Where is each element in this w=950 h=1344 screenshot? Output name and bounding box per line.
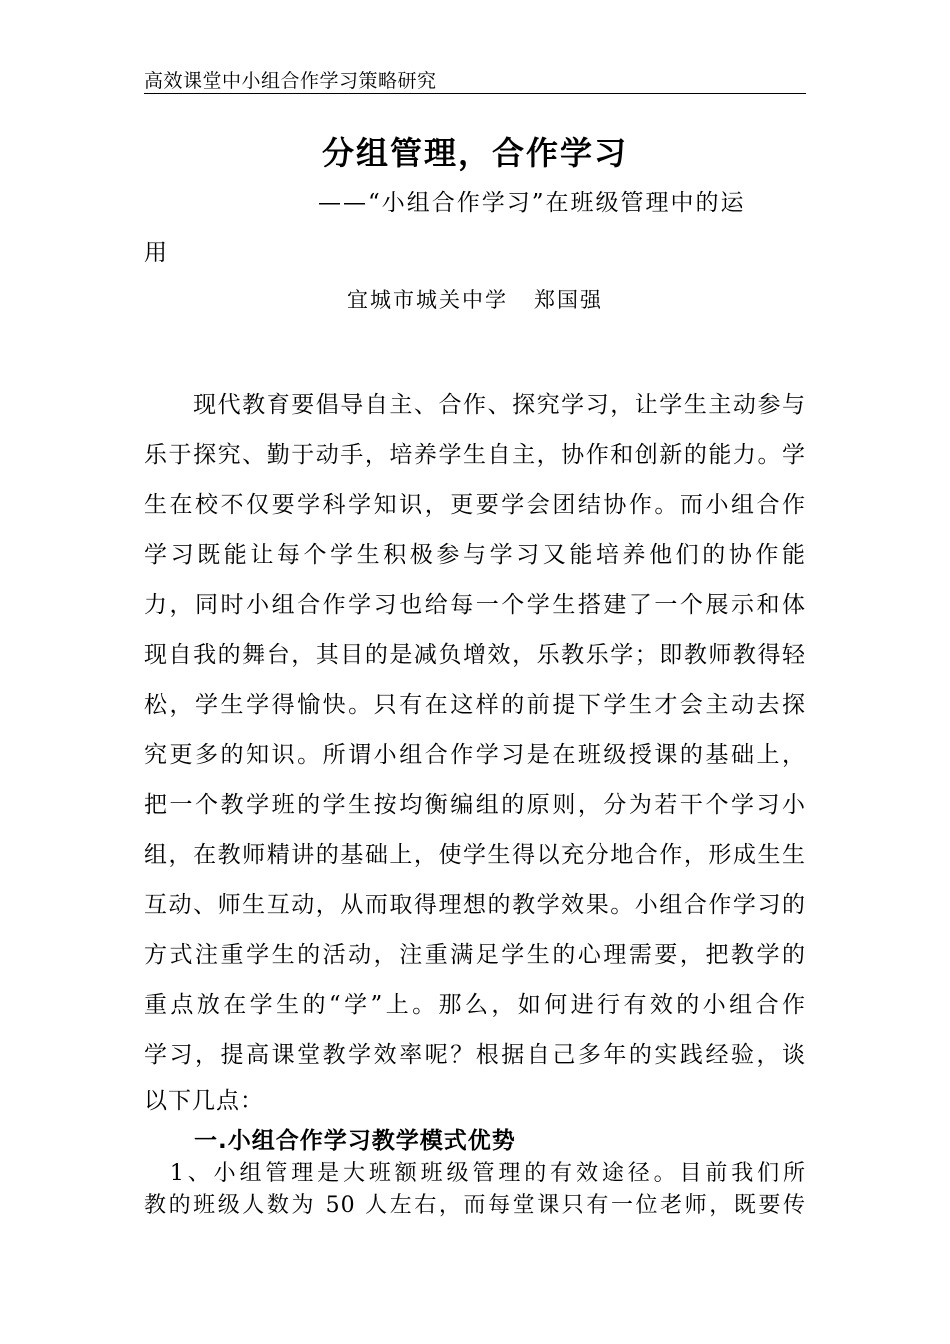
paragraph-line: 现代教育要倡导自主、合作、探究学习，让学生主动参与 [144,392,806,418]
paragraph-line: 重点放在学生的“学”上。那么，如何进行有效的小组合作 [144,992,806,1018]
paragraph-line: 以下几点： [144,1088,264,1114]
article-author: 宜城市城关中学 郑国强 [346,288,604,312]
paragraph-line: 现自我的舞台，其目的是减负增效，乐教乐学；即教师教得轻 [144,642,806,668]
paragraph-line: 乐于探究、勤于动手，培养学生自主，协作和创新的能力。学 [144,442,806,468]
paragraph-line: 生在校不仅要学科学知识，更要学会团结协作。而小组合作 [144,492,806,518]
running-header-title: 高效课堂中小组合作学习策略研究 [144,70,437,92]
article-subtitle-line-1: ——“小组合作学习”在班级管理中的运 [318,190,746,216]
paragraph-line: 究更多的知识。所谓小组合作学习是在班级授课的基础上， [144,742,806,768]
section-paragraph-line: 教的班级人数为 50 人左右，而每堂课只有一位老师，既要传 [144,1193,806,1218]
article-subtitle-line-2: 用 [144,240,167,266]
paragraph-line: 力，同时小组合作学习也给每一个学生搭建了一个展示和体 [144,592,806,618]
paragraph-line: 组，在教师精讲的基础上，使学生得以充分地合作，形成生生 [144,842,806,868]
running-header [144,64,806,94]
paragraph-line: 方式注重学生的活动，注重满足学生的心理需要，把教学的 [144,942,806,968]
section-paragraph-line: 1、小组管理是大班额班级管理的有效途径。目前我们所 [144,1161,806,1186]
section-heading: 一.小组合作学习教学模式优势 [194,1128,516,1154]
paragraph-line: 松，学生学得愉快。只有在这样的前提下学生才会主动去探 [144,692,806,718]
paragraph-line: 学习既能让每个学生积极参与学习又能培养他们的协作能 [144,542,806,568]
paragraph-line: 把一个教学班的学生按均衡编组的原则，分为若干个学习小 [144,792,806,818]
paragraph-line: 学习，提高课堂教学效率呢？根据自己多年的实践经验，谈 [144,1042,806,1068]
paragraph-line: 互动、师生互动，从而取得理想的教学效果。小组合作学习的 [144,892,806,918]
article-title: 分组管理，合作学习 [321,134,628,172]
